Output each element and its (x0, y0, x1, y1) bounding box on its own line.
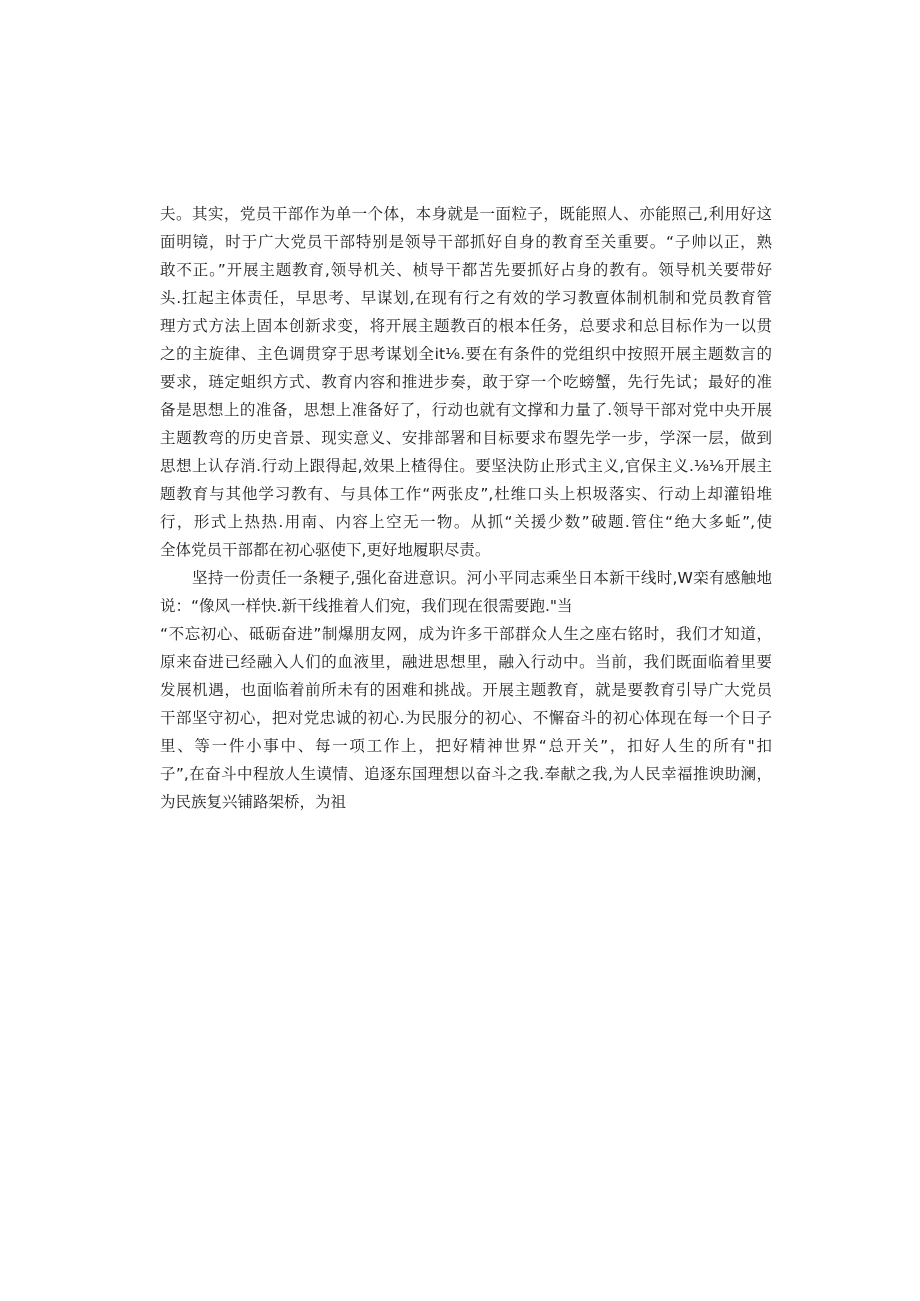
text-line: 原来奋进已经融入人们的血液里，融进思想里，融入行动中。当前，我们既面临着里要 (160, 653, 772, 671)
text-line: 里、等一件小事中、每一项工作上，把好精神世界“总开关”，扣好人生的所有"扣 (160, 737, 772, 755)
text-line: 行，形式上热热.用南、内容上空无一物。从抓“关援少数”破题.管住“绝大多蚯”,使 (160, 513, 772, 531)
text-line: 敢不正。”开展主题教育,领导机关、桢导干都苫先要抓好占身的教有。领导机关要带好 (160, 261, 772, 279)
text-line: 备是思想上的准备，思想上准备好了，行动也就有文撑和力量了.领导干部对党中央开展 (160, 401, 772, 419)
text-line: 之的主旋律、主色调贯穿于思考谋划全it⅛.要在有条件的党组织中按照开展主题数言的 (160, 345, 772, 363)
text-line: 思想上认存消.行动上跟得起,效果上楂得住。要坚決防止形式主义,官保主义.⅛⅛开展主 (160, 457, 772, 475)
text-line: 子”,在奋斗中程放人生谟情、追逐东国理想以奋斗之我.奉献之我,为人民幸福推谀助澜， (160, 765, 772, 783)
text-line: 要求，琏定蛆织方式、教育内容和推进步奏，敢于穿一个吃螃蟹，先行先试；最好的准 (160, 373, 772, 391)
text-line: 主题教弯的历史音景、现实意义、安排部署和目标要求布曌先学一步，学深一层，做到 (160, 429, 772, 447)
text-line: “不忘初心、砥砺奋进”制爆朋友网，成为许多干部群众人生之座右铭时，我们才知道， (160, 625, 772, 643)
text-line: 面明镜，时于广大党员干部特别是领导干部抓好自身的教育至关重要。“子帅以正，熟 (160, 233, 772, 251)
paragraph-start-line: 坚持一份责任一条粳子,强化奋进意识。河小平同志乘坐日本新干线时,W栾有感触地 (192, 569, 772, 587)
text-line: 干部坚守初心，把对党忠诚的初心.为民服分的初心、不懈奋斗的初心体现在每一个日子 (160, 709, 772, 727)
text-line: 为民族复兴铺路架桥，为祖 (160, 793, 347, 811)
text-line: 题教育与其他学习教有、与具体工作“两张皮”,杜维口头上枳圾落实、行动上却灌铅堆 (160, 485, 772, 503)
body-text (160, 200, 772, 816)
text-line: 全体党员干部都在初心驱使下,更好地履职尽责。 (160, 541, 491, 559)
text-line: 说：“像风一样快.新干线推着人们宛，我们现在很需要跑."当 (160, 597, 573, 615)
text-line: 发展机遇，也面临着前所未有的困难和挑战。开展主题教育，就是要教育引导广大党员 (160, 681, 772, 699)
text-line: 理方式方法上固本创新求变，将开展主题教百的根本任务，总要求和总目标作为一以贯 (160, 317, 772, 335)
text-line: 头.扛起主体责任，早思考、早谋划,在现有行之有效的学习教亶体制机制和党员教育管 (160, 289, 772, 307)
text-line: 夫。其实，党员干部作为单一个体，本身就是一面粒子，既能照人、亦能照己,利用好这 (160, 205, 772, 223)
